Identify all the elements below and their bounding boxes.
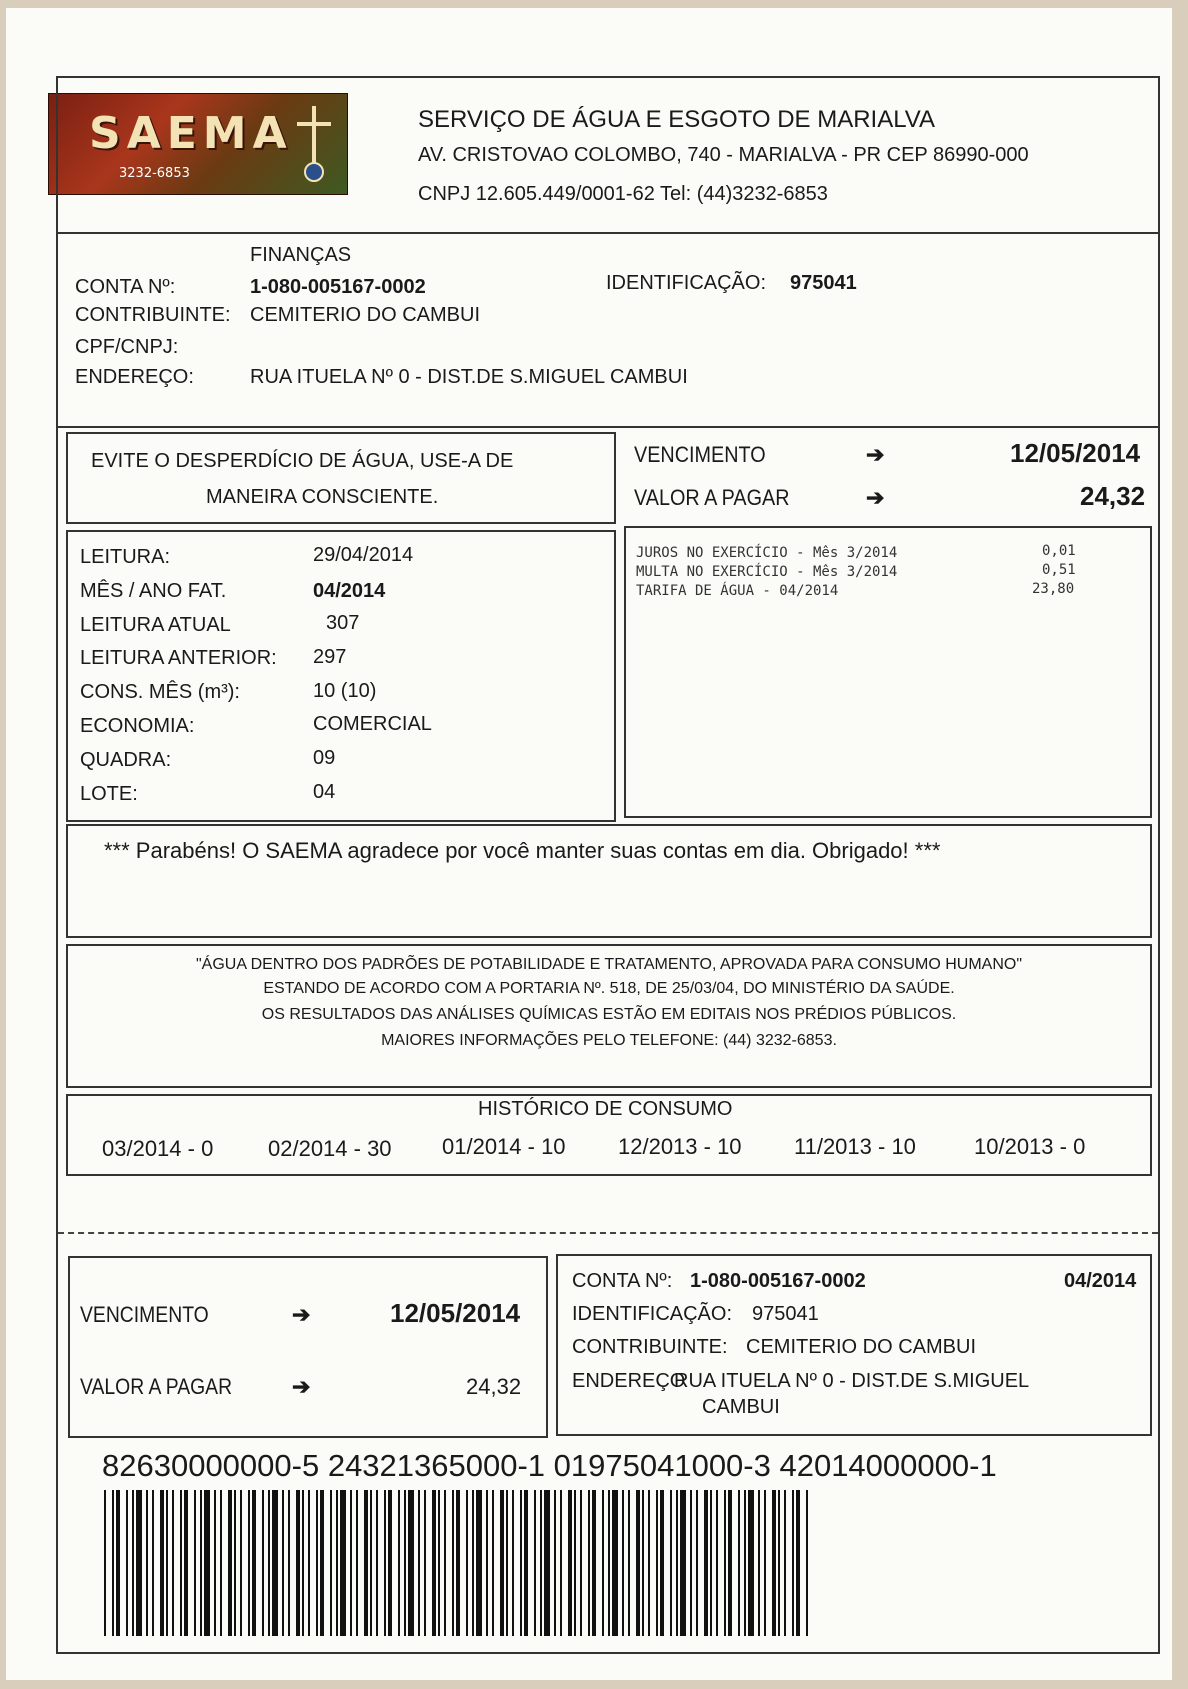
stub-endereco-value: RUA ITUELA Nº 0 - DIST.DE S.MIGUEL	[674, 1370, 1030, 1392]
stub-valor-value: 24,32	[466, 1374, 522, 1399]
stub-contribuinte-label: CONTRIBUINTE:	[572, 1336, 728, 1358]
barcode-digits: 82630000000-5 24321365000-1 01975041000-3 42014000000-1	[102, 1448, 997, 1483]
charge-desc: MULTA NO EXERCÍCIO - Mês 3/2014	[636, 564, 898, 580]
valor-arrow-icon: ➔	[866, 485, 885, 510]
cpf-label: CPF/CNPJ:	[75, 336, 179, 358]
charge-desc: JUROS NO EXERCÍCIO - Mês 3/2014	[636, 545, 898, 561]
stub-conta-value: 1-080-005167-0002	[690, 1270, 866, 1292]
valor-value: 24,32	[1080, 481, 1146, 511]
stub-vencimento-arrow-icon: ➔	[292, 1302, 311, 1327]
identificacao-label: IDENTIFICAÇÃO:	[606, 272, 767, 294]
charge-value: 0,01	[1042, 543, 1076, 559]
stub-ref-month: 04/2014	[1064, 1270, 1137, 1292]
quality-line4: MAIORES INFORMAÇÕES PELO TELEFONE: (44) 3232-6853.	[381, 1032, 837, 1049]
thanks-message: *** Parabéns! O SAEMA agradece por você manter suas contas em dia. Obrigado! ***	[104, 838, 941, 863]
reading-label: LOTE:	[80, 783, 138, 805]
reading-label: QUADRA:	[80, 749, 172, 771]
reading-value: 307	[326, 612, 360, 634]
history-item: 02/2014 - 30	[268, 1136, 392, 1161]
vencimento-label: VENCIMENTO	[634, 442, 766, 467]
history-item: 10/2013 - 0	[974, 1134, 1086, 1159]
charge-desc: TARIFA DE ÁGUA - 04/2014	[636, 583, 839, 599]
logo-phone: 3232-6853	[119, 166, 190, 181]
stub-endereco-label: ENDEREÇO	[572, 1370, 686, 1392]
quality-line1: "ÁGUA DENTRO DOS PADRÕES DE POTABILIDADE E TRATAMENTO, APROVADA PARA CONSUMO HUMANO"	[195, 956, 1023, 973]
endereco-value: RUA ITUELA Nº 0 - DIST.DE S.MIGUEL CAMBUI	[250, 366, 688, 388]
reading-value: 10 (10)	[313, 680, 377, 702]
conta-value: 1-080-005167-0002	[250, 276, 426, 298]
reading-label: ECONOMIA:	[80, 715, 195, 737]
identificacao-value: 975041	[790, 272, 857, 294]
company-name: SERVIÇO DE ÁGUA E ESGOTO DE MARIALVA	[418, 106, 936, 133]
page-border	[56, 76, 1160, 1654]
stub-identificacao-value: 975041	[752, 1303, 819, 1325]
section-title: FINANÇAS	[250, 244, 352, 266]
history-item: 11/2013 - 10	[794, 1134, 916, 1159]
notice-line1: EVITE O DESPERDÍCIO DE ÁGUA, USE-A DE	[91, 450, 514, 472]
reading-value: 04/2014	[313, 580, 386, 602]
vencimento-arrow-icon: ➔	[866, 442, 885, 467]
company-cnpj-phone: CNPJ 12.605.449/0001-62 Tel: (44)3232-6853	[418, 183, 828, 205]
reading-label: LEITURA:	[80, 546, 171, 568]
vencimento-value: 12/05/2014	[1010, 438, 1141, 468]
reading-value: COMERCIAL	[313, 713, 432, 735]
stub-valor-arrow-icon: ➔	[292, 1374, 311, 1399]
reading-value: 29/04/2014	[313, 544, 414, 566]
reading-value: 297	[313, 646, 347, 668]
reading-label: LEITURA ATUAL	[80, 614, 231, 636]
stub-endereco-value-line2: CAMBUI	[702, 1396, 780, 1418]
reading-label: LEITURA ANTERIOR:	[80, 647, 277, 669]
stub-valor-label: VALOR A PAGAR	[80, 1374, 233, 1399]
quality-line3: OS RESULTADOS DAS ANÁLISES QUÍMICAS ESTÃO EM EDITAIS NOS PRÉDIOS PÚBLICOS.	[261, 1006, 957, 1023]
history-item: 12/2013 - 10	[618, 1134, 742, 1159]
stub-contribuinte-value: CEMITERIO DO CAMBUI	[746, 1336, 977, 1358]
endereco-label: ENDEREÇO:	[75, 366, 194, 388]
reading-value: 09	[313, 747, 336, 769]
company-address: AV. CRISTOVAO COLOMBO, 740 - MARIALVA - PR CEP 86990-000	[418, 144, 1029, 166]
history-title: HISTÓRICO DE CONSUMO	[478, 1098, 733, 1120]
conta-label: CONTA Nº:	[75, 276, 176, 298]
reading-label: MÊS / ANO FAT.	[80, 580, 227, 602]
charge-value: 0,51	[1042, 562, 1076, 578]
stub-conta-label: CONTA Nº:	[572, 1270, 673, 1292]
charge-value: 23,80	[1032, 581, 1075, 597]
history-item: 01/2014 - 10	[442, 1134, 566, 1159]
reading-label: CONS. MÊS (m³):	[80, 681, 240, 703]
reading-value: 04	[313, 781, 336, 803]
stub-vencimento-value: 12/05/2014	[390, 1298, 521, 1328]
valor-label: VALOR A PAGAR	[634, 485, 790, 510]
stub-identificacao-label: IDENTIFICAÇÃO:	[572, 1303, 733, 1325]
stub-vencimento-label: VENCIMENTO	[80, 1302, 209, 1327]
notice-line2: MANEIRA CONSCIENTE.	[206, 486, 439, 508]
logo-text: SAEMA	[89, 108, 293, 159]
quality-line2: ESTANDO DE ACORDO COM A PORTARIA Nº. 518, DE 25/03/04, DO MINISTÉRIO DA SAÚDE.	[263, 980, 955, 997]
contribuinte-label: CONTRIBUINTE:	[75, 304, 231, 326]
contribuinte-value: CEMITERIO DO CAMBUI	[250, 304, 481, 326]
history-item: 03/2014 - 0	[102, 1136, 214, 1161]
